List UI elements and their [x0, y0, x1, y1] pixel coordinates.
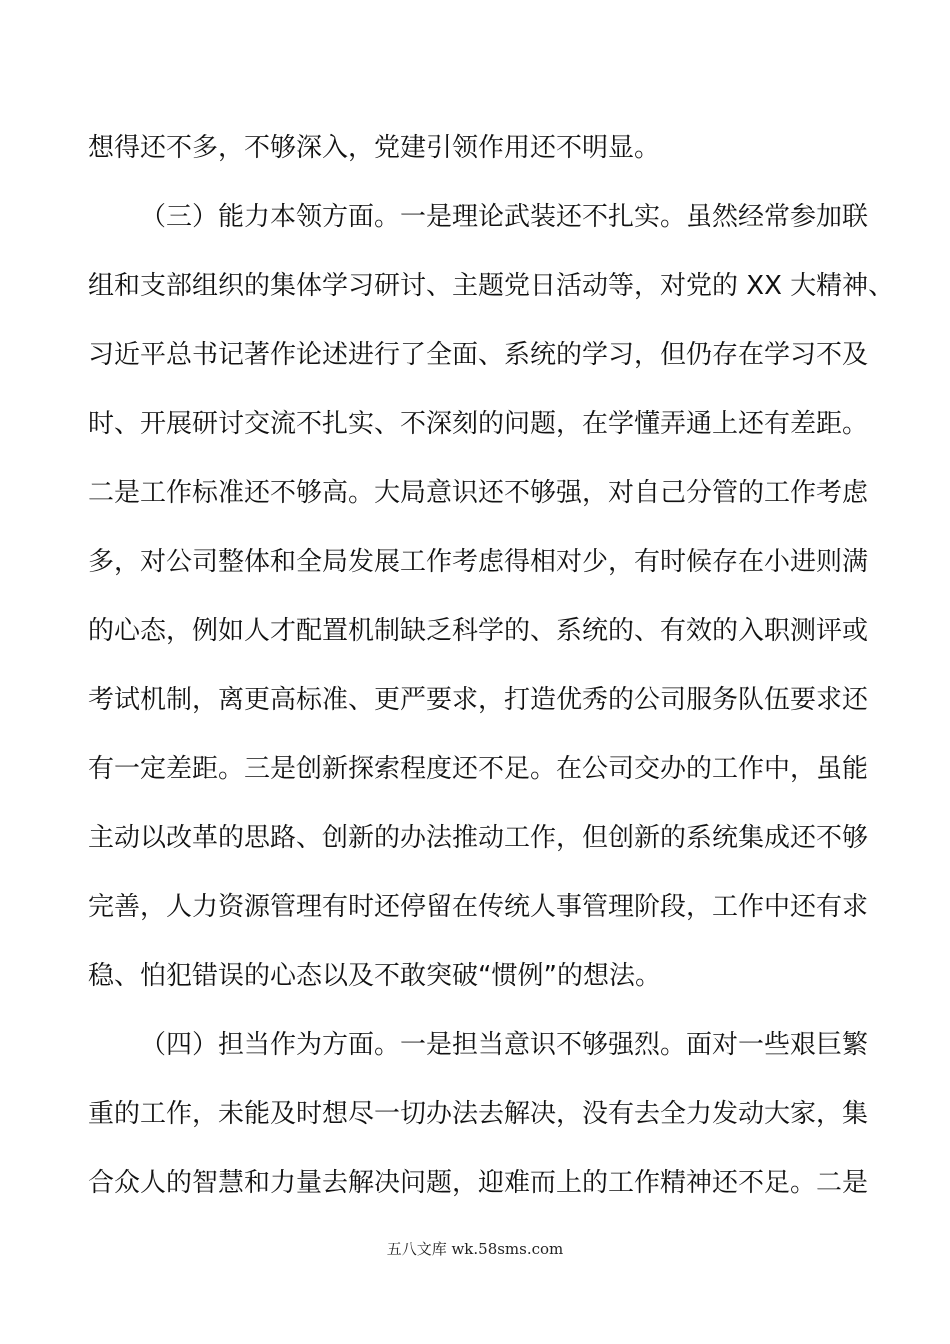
- text-line: 有一定差距。三是创新探索程度还不足。在公司交办的工作中，虽能: [88, 754, 869, 784]
- text-line: 考试机制，离更高标准、更严要求，打造优秀的公司服务队伍要求还: [88, 685, 869, 715]
- text-line-paragraph-start: （三）能力本领方面。一是理论武装还不扎实。虽然经常参加联: [140, 202, 869, 232]
- text-line: 组和支部组织的集体学习研讨、主题党日活动等，对党的 XX 大精神、: [88, 271, 895, 301]
- text-line: 的心态，例如人才配置机制缺乏科学的、系统的、有效的入职测评或: [88, 616, 869, 646]
- text-line: 重的工作，未能及时想尽一切办法去解决，没有去全力发动大家，集: [88, 1099, 869, 1129]
- text-line: 稳、怕犯错误的心态以及不敢突破“惯例”的想法。: [88, 961, 661, 991]
- text-line: 二是工作标准还不够高。大局意识还不够强，对自己分管的工作考虑: [88, 478, 869, 508]
- text-line: 想得还不多，不够深入，党建引领作用还不明显。: [88, 133, 661, 163]
- text-line: 主动以改革的思路、创新的办法推动工作，但创新的系统集成还不够: [88, 823, 869, 853]
- text-line: 时、开展研讨交流不扎实、不深刻的问题，在学懂弄通上还有差距。: [88, 409, 869, 439]
- text-line: 合众人的智慧和力量去解决问题，迎难而上的工作精神还不足。二是: [88, 1168, 869, 1198]
- page-footer-watermark: 五八文库 wk.58sms.com: [386, 1240, 564, 1258]
- text-line: 完善，人力资源管理有时还停留在传统人事管理阶段，工作中还有求: [88, 892, 869, 922]
- text-line: 习近平总书记著作论述进行了全面、系统的学习，但仍存在学习不及: [88, 340, 869, 370]
- text-line-paragraph-start: （四）担当作为方面。一是担当意识不够强烈。面对一些艰巨繁: [140, 1030, 869, 1060]
- text-line: 多，对公司整体和全局发展工作考虑得相对少，有时候存在小进则满: [88, 547, 869, 577]
